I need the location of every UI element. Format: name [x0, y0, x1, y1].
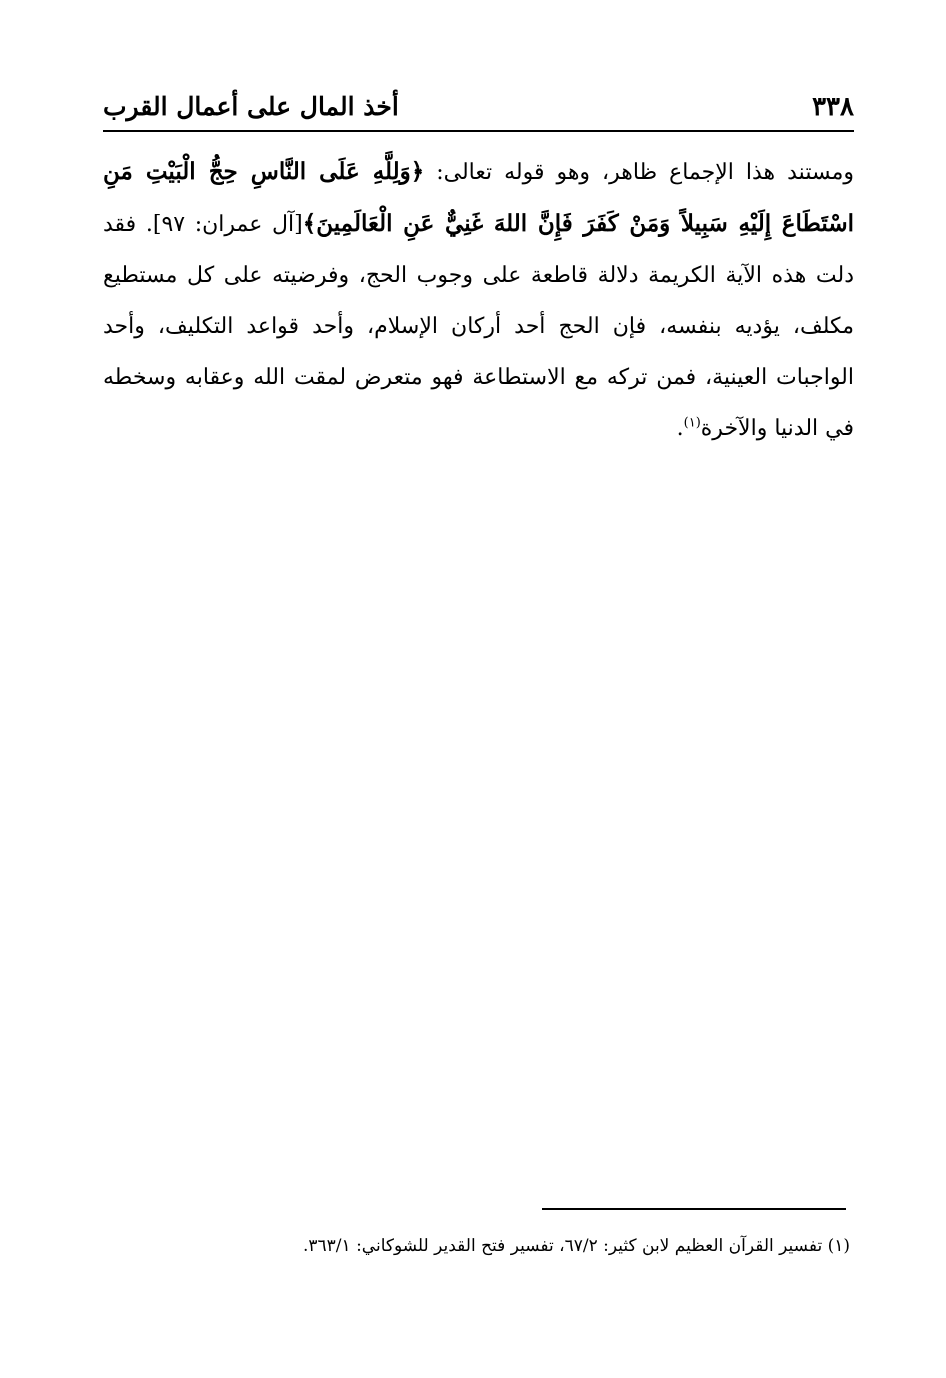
footnote-reference[interactable]: (١) — [683, 415, 701, 431]
intro-text: ومستند هذا الإجماع ظاهر، وهو قوله تعالى: — [424, 160, 854, 185]
header-rule — [103, 130, 854, 132]
running-title: أخذ المال على أعمال القرب — [103, 92, 399, 121]
paragraph-end: . — [676, 416, 684, 441]
paragraph-continuation: . فقد دلت هذه الآية الكريمة دلالة قاطعة على وجوب الحج، وفرضيته على كل مستطيع مكلف، يؤديه بنفسه، فإن الحج أحد أركان الإسلام، وأحد قواعد التكليف، وأحد الواجبات العينية، فمن تركه مع الاستطاعة فهو متعرض لمقت الله وعقابه وسخطه في الدنيا والآخرة — [103, 212, 854, 441]
footnote: (١) تفسير القرآن العظيم لابن كثير: ٦٧/٢، تفسير فتح القدير للشوكاني: ٣٦٣/١. — [303, 1236, 850, 1256]
footnote-separator — [542, 1208, 846, 1210]
quran-verse: ﴿وَلِلَّهِ عَلَى النَّاسِ حِجُّ الْبَيْتِ مَنِ اسْتَطَاعَ إِلَيْهِ سَبِيلاً وَمَنْ كَفَرَ فَإِنَّ اللهَ غَنِيٌّ عَنِ الْعَالَمِينَ﴾ — [103, 158, 854, 237]
page-number: ٣٣٨ — [812, 92, 854, 122]
body-paragraph — [103, 146, 854, 454]
verse-citation: [آل عمران: ٩٧] — [152, 212, 303, 237]
main-text — [103, 146, 854, 454]
page-header — [103, 88, 854, 128]
